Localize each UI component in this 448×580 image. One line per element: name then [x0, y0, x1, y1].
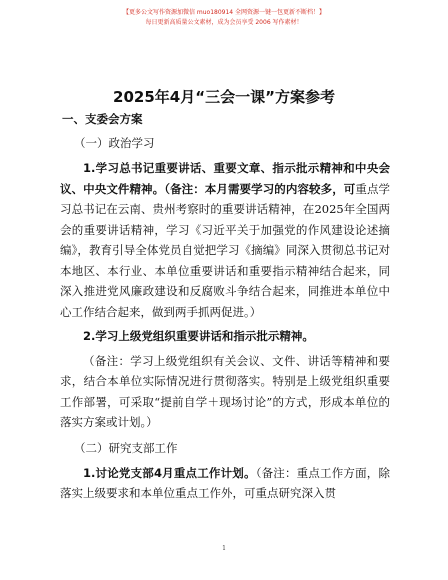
paragraph-4: [60, 463, 390, 504]
promo-line-2: 每日更新高质量公文素材，成为会员享受 2006 写作素材！: [145, 19, 303, 26]
document-title: 2025年4月“三会一课”方案参考: [113, 88, 335, 106]
page-number: 1: [222, 545, 226, 552]
paragraph-1-body: 重点学习总书记在云南、贵州考察时的重要讲话精神，在2025年全国两会的重要讲话精神，学习《习近平关于加强党的作风建设论述摘编》，教育引导全体党员自觉把学习《摘编》同深入贯彻总书记对本地区、本行业、本单位重要讲话和重要指示精神结合起来，同深入推进党风廉政建设和反腐败斗争结合起来，同推进本单位中心工作结合起来，做到两手抓两促进。）: [60, 181, 391, 319]
paragraph-2-lead: 2.学习上级党组织重要讲话和指示批示精神。: [83, 329, 314, 343]
paragraph-4-body: （备注：重点工作方面，除落实上级要求和本单位重点工作外，可重点研究深入贯: [60, 465, 390, 500]
paragraph-1-note-lead: （备注：本月需要学习的内容较多，可: [164, 181, 356, 196]
subsection-heading-political-study: （一）政治学习: [74, 136, 155, 150]
promo-line-1: 【更多公文写作资源加微信 muo180914 全网资源一键一包更新不断档！】: [122, 9, 326, 16]
section-heading: 一、支委会方案: [62, 112, 143, 126]
paragraph-2: [60, 326, 390, 347]
paragraph-1-lead: 1.学习总书记重要讲话、重要文章、指示批示精神和中央会议、中央文件精神。: [60, 161, 390, 196]
document-body: [60, 110, 390, 504]
paragraph-4-lead: 1.讨论党支部4月重点工作计划。: [83, 465, 256, 480]
paragraph-3: （备注：学习上级党组织有关会议、文件、讲话等精神和要求，结合本单位实际情况进行贯彻落实。特别是上级党组织重要工作部署，可采取“提前自学＋现场讨论”的方式，形成本单位的落实方案或计划。）: [60, 353, 390, 429]
subsection-heading-branch-work: （二）研究支部工作: [74, 440, 178, 455]
promo-banner: [0, 8, 448, 28]
paragraph-1: [60, 158, 390, 322]
